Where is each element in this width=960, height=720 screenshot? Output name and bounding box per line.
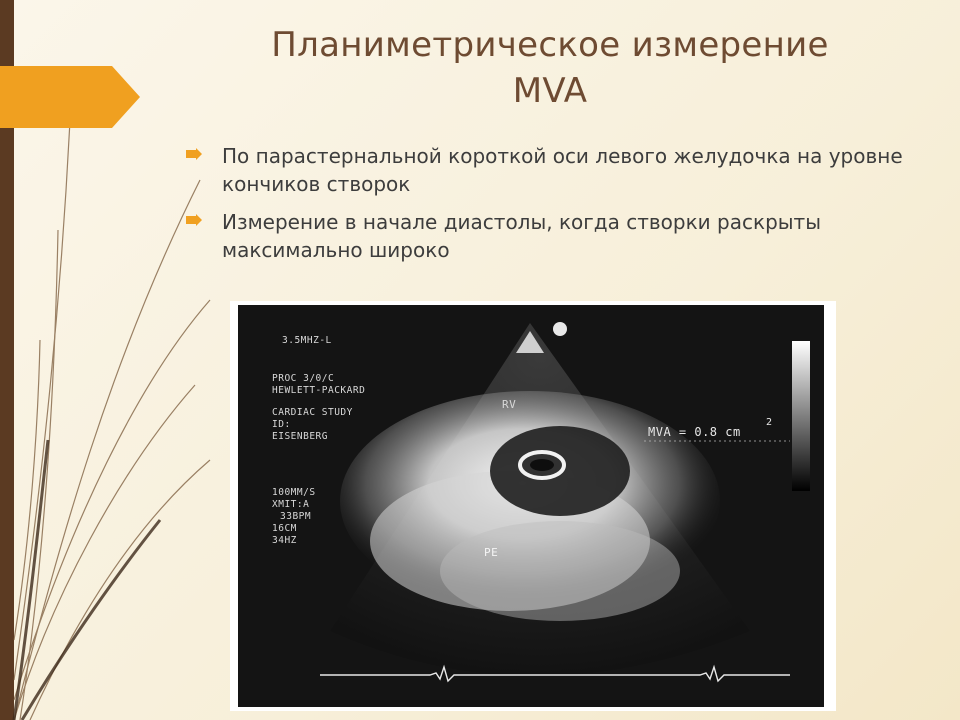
echo-graphic: [230, 301, 836, 711]
study-line-2: ID:: [272, 419, 291, 430]
study-line-1: CARDIAC STUDY: [272, 407, 353, 418]
arrow-bullet-icon: [186, 214, 202, 226]
bullet-text: По парастернальной короткой оси левого желудочка на уровне кончиков створок: [222, 144, 903, 196]
orange-tab-decoration: [0, 66, 140, 128]
bullet-text: Измерение в начале диастолы, когда створки раскрыты максимально широко: [222, 210, 821, 262]
arrow-bullet-icon: [186, 148, 202, 160]
mva-superscript: 2: [766, 417, 773, 428]
rv-label: RV: [502, 398, 517, 411]
setting-line-5: 34HZ: [272, 535, 297, 546]
setting-line-2: XMIT:A: [272, 499, 310, 510]
setting-line-4: 16CM: [272, 523, 297, 534]
bullet-list: [186, 142, 906, 274]
frequency-label: 3.5MHZ-L: [282, 335, 332, 346]
pe-label: PE: [484, 546, 499, 559]
study-line-3: EISENBERG: [272, 431, 328, 442]
title-line-1: Планиметрическое измерение: [271, 25, 829, 65]
setting-line-3: 33BPM: [280, 511, 312, 522]
slide-title: [210, 22, 890, 114]
bullet-item: [186, 142, 906, 198]
setting-line-1: 100MM/S: [272, 487, 316, 498]
bullet-item: [186, 208, 906, 264]
mva-measurement: MVA = 0.8 cm: [648, 425, 741, 439]
proc-line-2: HEWLETT-PACKARD: [272, 385, 366, 396]
proc-line-1: PROC 3/0/C: [272, 373, 335, 384]
echocardiogram-image: [230, 301, 836, 711]
title-line-2: MVA: [512, 71, 588, 111]
